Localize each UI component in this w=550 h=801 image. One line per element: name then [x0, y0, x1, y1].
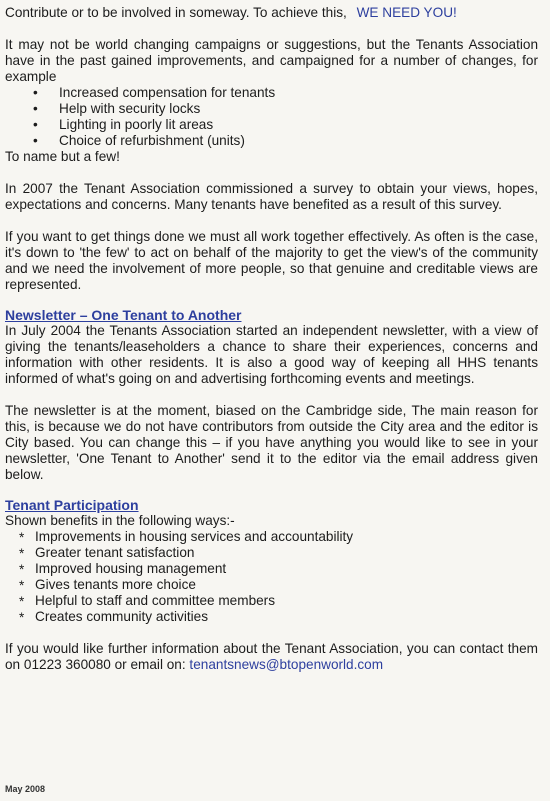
campaign-item: • Choice of refurbishment (units) — [33, 133, 538, 149]
participation-item: * Gives tenants more choice — [19, 577, 538, 593]
survey-paragraph: In 2007 the Tenant Association commissioned a survey to obtain your views, hopes, expectations and concerns. Many tenants have benefited as a result of this survey. — [5, 181, 538, 212]
campaigns-closing: To name but a few! — [5, 149, 120, 164]
participation-item: * Greater tenant satisfaction — [19, 545, 538, 561]
contact-email-link[interactable]: tenantsnews@btopenworld.com — [189, 657, 384, 672]
intro-text: Contribute or to be involved in someway. To achieve this, — [5, 5, 347, 20]
campaign-item: • Increased compensation for tenants — [33, 85, 538, 101]
participation-item: * Improvements in housing services and accountability — [19, 529, 538, 545]
newsletter-paragraph-1: In July 2004 the Tenants Association started an independent newsletter, with a view of giving the tenants/leaseholders a chance to share their experiences, concerns and information with other residents. It is also a good way of keeping all HHS tenants informed of what's going on and advertising forthcoming events and meetings. — [5, 323, 538, 386]
contact-text: If you would like further information about the Tenant Association, you can contact them on 01223 360080 or email on: — [5, 641, 538, 672]
newsletter-paragraph-2: The newsletter is at the moment, biased on the Cambridge side, The main reason for this, is because we do not have contributors from outside the City area and the editor is City based. You can change this – if you have anything you would like to see in your newsletter, 'One Tenant to Another' send it to the editor via the email address given below. — [5, 403, 538, 482]
participation-item: * Improved housing management — [19, 561, 538, 577]
together-paragraph: If you want to get things done we must all work together effectively. As often is the case, it's down to 'the few' to act on behalf of the majority to get the view's of the community and we need the involvement of more people, so that genuine and creditable views are represented. — [5, 229, 538, 292]
campaigns-intro: It may not be world changing campaigns or suggestions, but the Tenants Association have in the past gained improvements, and campaigned for a number of changes, for example — [5, 37, 538, 84]
intro-line — [5, 5, 538, 21]
contact-paragraph — [5, 641, 538, 673]
participation-item: * Creates community activities — [19, 609, 538, 625]
participation-heading: Tenant Participation — [5, 497, 139, 513]
campaigns-list — [5, 85, 538, 149]
campaign-item: • Lighting in poorly lit areas — [33, 117, 538, 133]
we-need-you-emphasis: WE NEED YOU! — [356, 5, 457, 20]
newsletter-heading: Newsletter – One Tenant to Another — [5, 307, 242, 323]
campaign-item: • Help with security locks — [33, 101, 538, 117]
participation-item: * Helpful to staff and committee members — [19, 593, 538, 609]
publication-date: May 2008 — [5, 784, 46, 794]
participation-intro: Shown benefits in the following ways:- — [5, 513, 235, 528]
participation-list — [5, 529, 538, 625]
